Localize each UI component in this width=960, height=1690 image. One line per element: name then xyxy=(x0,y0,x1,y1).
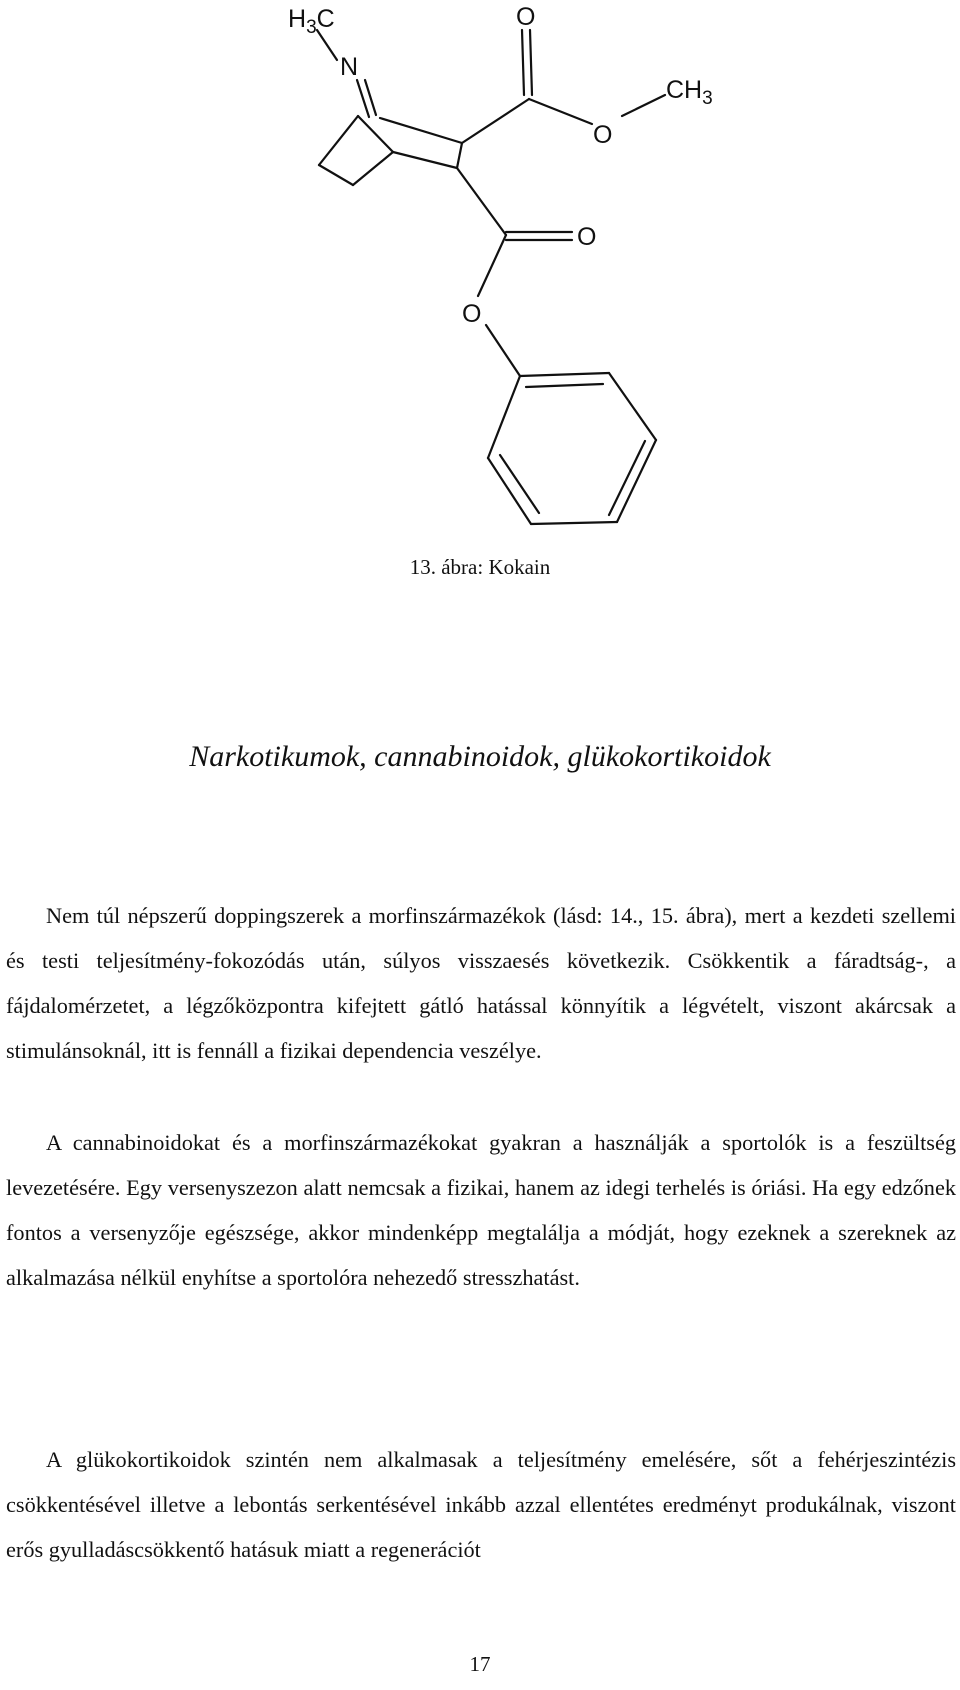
cocaine-structure-diagram xyxy=(0,0,960,560)
bond-ph-6 xyxy=(488,376,520,458)
bond-c-o-ester-bottom xyxy=(478,235,506,296)
bond-ph-1-inner xyxy=(526,384,603,387)
bond-n-methyl xyxy=(317,30,337,60)
bond-ph-4 xyxy=(531,522,617,524)
bond-ph-3 xyxy=(617,440,656,522)
atom-label-o-carbonyl-top: O xyxy=(516,3,536,31)
atom-label-o-carbonyl-bottom: O xyxy=(577,223,597,251)
atom-label-n: N xyxy=(340,53,359,81)
paragraph-morphine: Nem túl népszerű doppingszerek a morfinszármazékok (lásd: 14., 15. ábra), mert a kezdeti szellemi és testi teljesítmény-fokozódás után, súlyos visszaesés következik. Csökkentik a fáradtság-, a fájdalomérzetet, a légzőközpontra kifejtett gátló hatással könnyítik a légvételt, viszont akárcsak a stimulánsoknál, itt is fennáll a fizikai dependencia veszélye. xyxy=(6,903,956,1063)
section-heading: Narkotikumok, cannabinoidok, glükokortikoidok xyxy=(189,740,771,773)
atom-label-h3c: $H_3C$ xyxy=(288,5,335,38)
paragraph-glucocorticoids: A glükokortikoidok szintén nem alkalmasak a teljesítmény emelésére, sőt a fehérjeszintézis csökkentésével illetve a lebontás serkentésével inkább azzal ellentétes eredményt produkálnak, viszont erős gyulladáscsökkentő hatásuk miatt a regenerációt xyxy=(6,1447,956,1562)
atom-label-o-ester-bottom: O xyxy=(462,300,482,328)
bond-c-carbonyl-bottom xyxy=(457,168,506,235)
bond-o-ch3 xyxy=(622,95,665,116)
bond-ring-1 xyxy=(319,116,358,165)
figure-caption: 13. ábra: Kokain xyxy=(409,555,551,579)
paragraph-cannabinoids: A cannabinoidokat és a morfinszármazékokat gyakran a használják a sportolók is a feszültség levezetésére. Egy versenyszezon alatt nemcsak a fizikai, hanem az idegi terhelés is óriási. Ha egy edzőnek fontos a versenyzője egészsége, akkor mindenképp megtalálja a módját, hogy ezeknek a szereknek az alkalmazása nélkül enyhítse a sportolóra nehezedő stresszhatást. xyxy=(6,1130,956,1290)
bond-ring-3 xyxy=(353,152,393,185)
bond-ph-3-inner xyxy=(609,441,645,515)
bond-ring-2 xyxy=(319,165,353,185)
bond-ring-6 xyxy=(457,143,462,168)
atom-label-o-ester-top: O xyxy=(593,121,613,149)
bond-ring-5 xyxy=(380,118,462,143)
bond-ph-2 xyxy=(609,373,656,440)
bond-co-double-b xyxy=(530,30,532,95)
bond-c-carbonyl-top xyxy=(462,99,529,143)
atom-label-ch3: $CH_3$ xyxy=(666,76,713,109)
page-number: 17 xyxy=(469,1652,491,1676)
bond-ring-7 xyxy=(393,152,457,168)
bond-c-o-ester-top xyxy=(529,99,592,124)
bond-o-phenyl xyxy=(486,325,520,376)
bond-co-double-a xyxy=(522,30,524,95)
bond-ph-1 xyxy=(520,373,609,376)
